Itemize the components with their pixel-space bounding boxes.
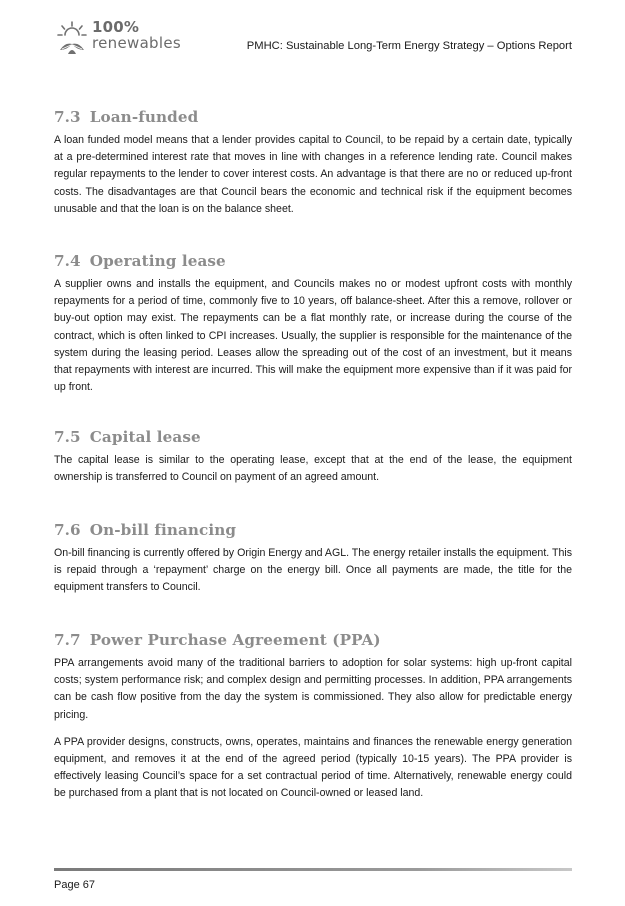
section-title: On-bill financing bbox=[89, 521, 237, 539]
section-number: 7.6 bbox=[54, 521, 81, 539]
company-logo bbox=[54, 18, 204, 58]
report-title: PMHC: Sustainable Long-Term Energy Strategy – Options Report bbox=[246, 40, 572, 52]
footer-divider bbox=[54, 868, 572, 871]
sun-leaf-icon bbox=[54, 20, 90, 56]
section-number: 7.4 bbox=[54, 252, 81, 270]
section-title: Operating lease bbox=[89, 252, 226, 270]
paragraph: A supplier owns and installs the equipment, and Councils makes no or modest upfront costs with monthly repayments for a period of time, commonly five to 10 years, off balance-sheet. After this a remove, rollover or buy-out option may exist. The repayments can be a flat monthly rate, or increase during the course of the contract, which is often linked to CPI increases. Usually, the supplier is responsible for the maintenance of the system during the leasing period. Leases allow the spreading out of the cost of an investment, but it means that repayments with interest are incurred. This will make the equipment more expensive than if it was paid for up front. bbox=[54, 278, 572, 394]
section-heading bbox=[54, 108, 572, 126]
section-number: 7.3 bbox=[54, 108, 81, 126]
section-heading bbox=[54, 521, 572, 539]
section-number: 7.7 bbox=[54, 631, 81, 649]
section-heading bbox=[54, 252, 572, 270]
paragraph: On-bill financing is currently offered by Origin Energy and AGL. The energy retailer installs the equipment. This is repaid through a ‘repayment’ charge on the energy bill. Once all payments are made, the title for the equipment transfers to Council. bbox=[54, 547, 572, 594]
logo-text-bottom: renewables bbox=[92, 34, 181, 52]
section-7-7 bbox=[54, 631, 572, 803]
paragraph: A PPA provider designs, constructs, owns, operates, maintains and finances the renewable energy generation equipment, and removes it at the end of the agreed period (typically 10-15 years). The PPA provider is effectively leasing Council’s space for a set contractual period of time. Alternatively, renewable energy could be purchased from a plant that is not located on Council-owned or leased land. bbox=[54, 735, 572, 800]
page-header bbox=[54, 18, 572, 62]
section-number: 7.5 bbox=[54, 428, 81, 446]
section-heading bbox=[54, 428, 572, 446]
section-7-4 bbox=[54, 252, 572, 396]
section-7-3 bbox=[54, 108, 572, 218]
paragraph: A loan funded model means that a lender provides capital to Council, to be repaid by a certain date, typically at a pre-determined interest rate that moves in line with changes in a reference lending rate. Council makes regular repayments to the lender to cover interest costs. An advantage is that there are no or reduced up-front costs. The disadvantages are that Council bears the economic and technical risk if the equipment becomes unusable and that the loan is on the balance sheet. bbox=[54, 134, 572, 215]
logo-text-top: 100% bbox=[92, 18, 140, 36]
paragraph: PPA arrangements avoid many of the traditional barriers to adoption for solar systems: high up-front capital costs; system performance risk; and complex design and permitting processes. In addition, PPA arrangements can be cash flow positive from the day the system is commissioned. They also allow for predictable energy pricing. bbox=[54, 657, 572, 721]
section-title: Loan-funded bbox=[89, 108, 199, 126]
section-title: Capital lease bbox=[89, 428, 201, 446]
page-number: Page 67 bbox=[54, 879, 95, 891]
section-7-5 bbox=[54, 428, 572, 486]
section-7-6 bbox=[54, 521, 572, 597]
paragraph: The capital lease is similar to the operating lease, except that at the end of the lease, the equipment ownership is transferred to Council on payment of an agreed amount. bbox=[54, 454, 572, 484]
section-heading bbox=[54, 631, 572, 649]
section-title: Power Purchase Agreement (PPA) bbox=[89, 631, 381, 649]
